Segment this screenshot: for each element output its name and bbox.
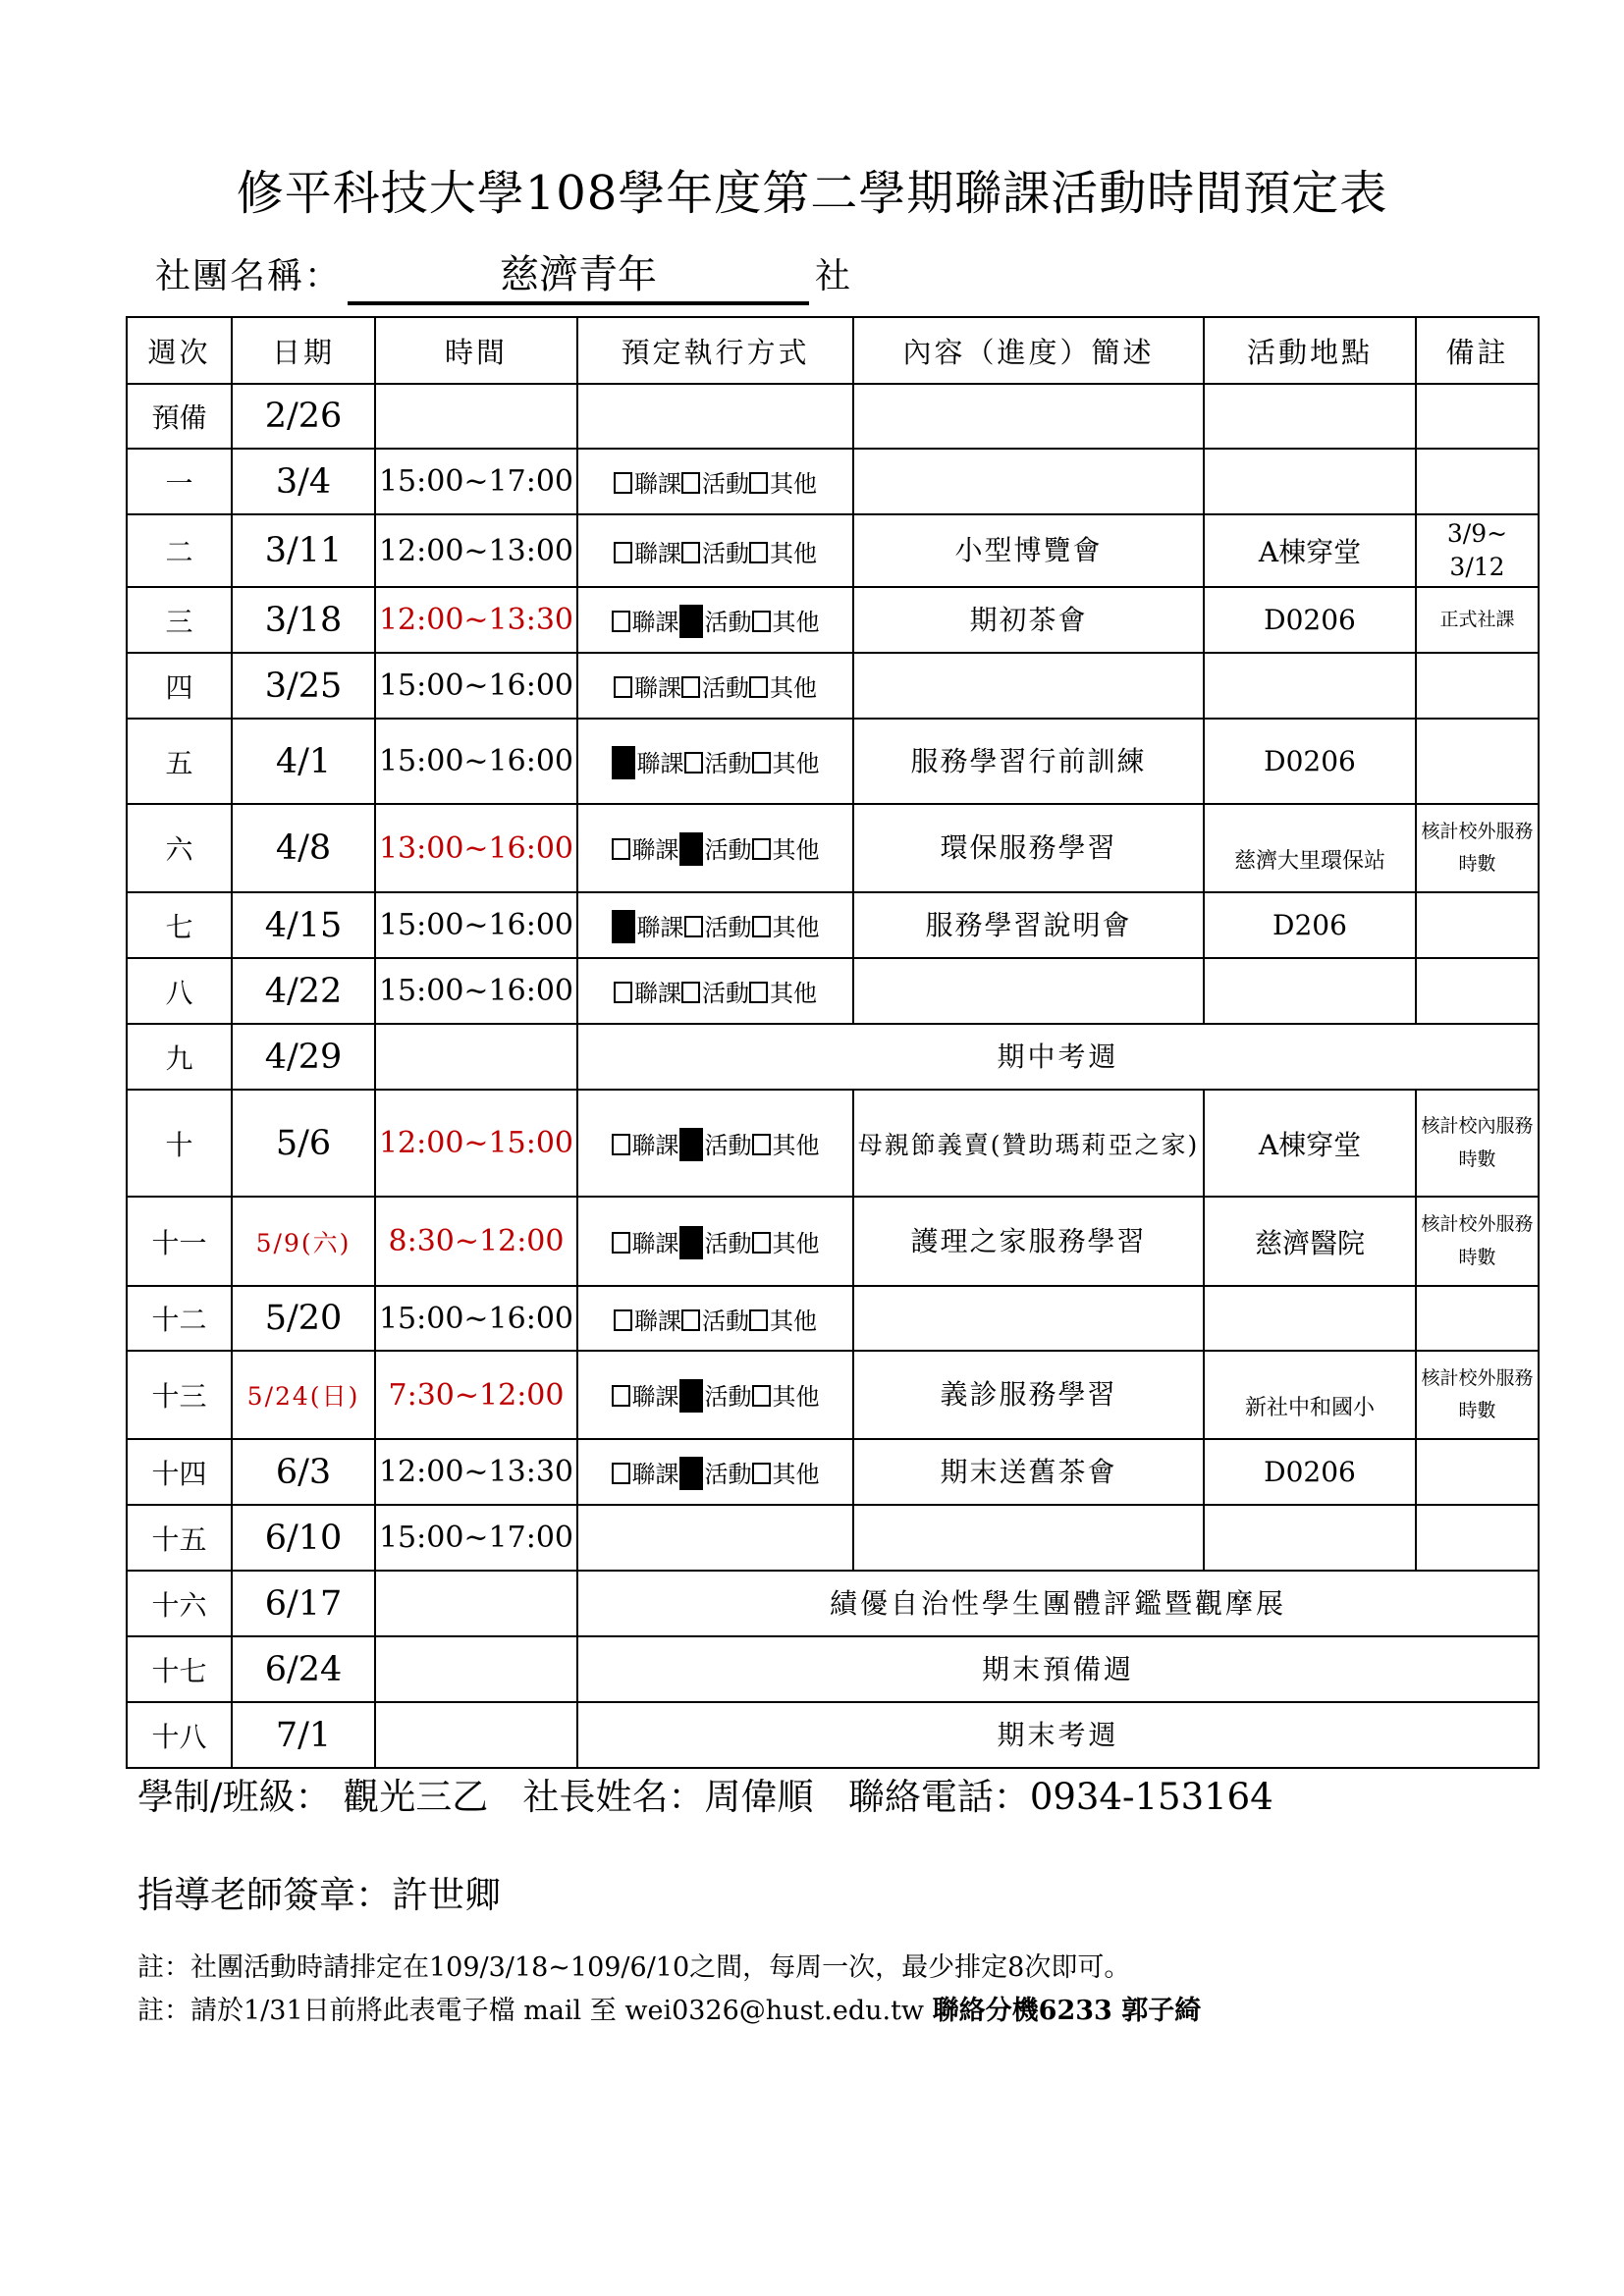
checkbox-icon[interactable]: [614, 676, 632, 698]
note-cell: 3/9~ 3/12: [1416, 514, 1539, 587]
checkbox-icon[interactable]: [749, 982, 768, 1003]
mode-label: 活動: [702, 470, 749, 498]
mode-label: 聯課: [634, 674, 681, 702]
table-row: [127, 449, 1539, 514]
mode-label: 其他: [772, 749, 820, 777]
location-cell: D0206: [1204, 587, 1416, 653]
mode-cell: [577, 892, 853, 958]
location-cell: [1204, 384, 1416, 449]
location-cell: [1204, 1286, 1416, 1351]
date-cell: 5/20: [232, 1286, 375, 1351]
date-cell: 6/17: [232, 1571, 375, 1636]
checked-checkbox-icon[interactable]: [612, 746, 635, 779]
location-cell: 慈濟大里環保站: [1204, 804, 1416, 892]
checked-checkbox-icon[interactable]: [679, 1457, 703, 1490]
week-cell: 二: [127, 514, 232, 587]
location-cell: D206: [1204, 892, 1416, 958]
date-cell: 3/25: [232, 653, 375, 719]
mode-label: 其他: [772, 1460, 820, 1488]
header-week: 週次: [127, 317, 232, 384]
mode-label: 活動: [704, 913, 752, 941]
mode-cell: [577, 1197, 853, 1286]
note-cell: [1416, 1439, 1539, 1505]
checked-checkbox-icon[interactable]: [679, 1379, 703, 1413]
content-cell: 期末送舊茶會: [853, 1439, 1204, 1505]
mode-label: 聯課: [634, 1307, 681, 1335]
date-cell: 3/4: [232, 449, 375, 514]
table-row: [127, 719, 1539, 804]
time-cell: [375, 1702, 577, 1768]
header-location: 活動地點: [1204, 317, 1416, 384]
content-cell: 期初茶會: [853, 587, 1204, 653]
week-cell: 十八: [127, 1702, 232, 1768]
table-row: [127, 1024, 1539, 1090]
note-cell: [1416, 384, 1539, 449]
mode-cell: [577, 719, 853, 804]
note-cell: [1416, 653, 1539, 719]
checkbox-icon[interactable]: [612, 838, 630, 860]
week-cell: 八: [127, 958, 232, 1024]
mode-cell: [577, 587, 853, 653]
location-cell: [1204, 958, 1416, 1024]
advisor-label: 指導老師簽章：: [137, 1874, 392, 1916]
checkbox-icon[interactable]: [612, 611, 630, 632]
mode-label: 其他: [770, 539, 817, 567]
table-row: [127, 1351, 1539, 1439]
mode-label: 聯課: [631, 1460, 679, 1488]
mode-label: 聯課: [634, 980, 681, 1007]
phone-label: 聯絡電話：: [847, 1776, 1030, 1818]
header-mode: 預定執行方式: [577, 317, 853, 384]
mode-cell: [577, 1090, 853, 1197]
mode-cell: [577, 653, 853, 719]
note-cell: [1416, 892, 1539, 958]
time-cell: 12:00~15:00: [375, 1090, 577, 1197]
checkbox-icon[interactable]: [749, 542, 768, 563]
time-cell: 15:00~16:00: [375, 1286, 577, 1351]
header-note: 備註: [1416, 317, 1539, 384]
mode-cell: [577, 1351, 853, 1439]
mode-label: 聯課: [634, 539, 681, 567]
checkbox-icon[interactable]: [749, 676, 768, 698]
mode-label: 聯課: [631, 1131, 679, 1159]
date-cell: 4/8: [232, 804, 375, 892]
time-cell: 15:00~16:00: [375, 653, 577, 719]
note-cell: 核計校外服務時數: [1416, 1197, 1539, 1286]
class-value: 觀光三乙: [343, 1776, 489, 1818]
mode-label: 活動: [702, 539, 749, 567]
mode-cell: [577, 1286, 853, 1351]
checkbox-icon[interactable]: [752, 1385, 771, 1407]
location-cell: [1204, 449, 1416, 514]
mode-label: 其他: [770, 980, 817, 1007]
week-cell: 三: [127, 587, 232, 653]
time-cell: 12:00~13:00: [375, 514, 577, 587]
week-cell: 十五: [127, 1505, 232, 1571]
checkbox-icon[interactable]: [614, 982, 632, 1003]
location-cell: 新社中和國小: [1204, 1351, 1416, 1439]
date-cell: 6/3: [232, 1439, 375, 1505]
table-row: [127, 804, 1539, 892]
table-row: [127, 1439, 1539, 1505]
content-cell: 小型博覽會: [853, 514, 1204, 587]
schedule-table: [126, 316, 1540, 1769]
checkbox-icon[interactable]: [684, 752, 703, 774]
checkbox-icon[interactable]: [612, 1463, 630, 1484]
mode-label: 其他: [772, 1131, 820, 1159]
table-header-row: [127, 317, 1539, 384]
club-name-suffix: 社: [815, 256, 851, 296]
checkbox-icon[interactable]: [681, 472, 700, 494]
time-cell: 15:00~16:00: [375, 958, 577, 1024]
content-cell: 義診服務學習: [853, 1351, 1204, 1439]
table-row: [127, 384, 1539, 449]
note-cell: 核計校外服務時數: [1416, 1351, 1539, 1439]
phone-value: 0934-153164: [1029, 1776, 1273, 1818]
location-cell: 慈濟醫院: [1204, 1197, 1416, 1286]
mode-label: 活動: [702, 1307, 749, 1335]
date-cell: 6/10: [232, 1505, 375, 1571]
mode-cell: [577, 804, 853, 892]
week-cell: 四: [127, 653, 232, 719]
checked-checkbox-icon[interactable]: [679, 832, 703, 866]
time-cell: 13:00~16:00: [375, 804, 577, 892]
mode-label: 活動: [704, 749, 752, 777]
time-cell: [375, 1636, 577, 1702]
note-cell: 核計校內服務時數: [1416, 1090, 1539, 1197]
week-cell: 十六: [127, 1571, 232, 1636]
week-cell: 七: [127, 892, 232, 958]
date-cell: 4/22: [232, 958, 375, 1024]
mode-label: 其他: [772, 1229, 820, 1257]
content-cell: [853, 1505, 1204, 1571]
time-cell: 15:00~16:00: [375, 892, 577, 958]
note-2-text: 註：請於1/31日前將此表電子檔 mail 至 wei0326@hust.edu.tw: [137, 1996, 925, 2026]
date-cell: 3/11: [232, 514, 375, 587]
date-cell: 7/1: [232, 1702, 375, 1768]
club-name-line: [155, 243, 850, 302]
checked-checkbox-icon[interactable]: [679, 1128, 703, 1161]
time-cell: 8:30~12:00: [375, 1197, 577, 1286]
checkbox-icon[interactable]: [614, 542, 632, 563]
checkbox-icon[interactable]: [681, 542, 700, 563]
note-cell: [1416, 449, 1539, 514]
checkbox-icon[interactable]: [681, 1309, 700, 1331]
time-cell: 12:00~13:30: [375, 587, 577, 653]
table-row: [127, 1702, 1539, 1768]
time-cell: 12:00~13:30: [375, 1439, 577, 1505]
mode-label: 其他: [772, 913, 820, 941]
mode-label: 活動: [704, 608, 752, 636]
note-2-contact: 聯絡分機6233 郭子綺: [932, 1996, 1202, 2026]
week-cell: 九: [127, 1024, 232, 1090]
mode-label: 活動: [702, 980, 749, 1007]
header-date: 日期: [232, 317, 375, 384]
mode-label: 活動: [704, 1460, 752, 1488]
content-cell: [853, 1286, 1204, 1351]
week-cell: 十二: [127, 1286, 232, 1351]
mode-label: 聯課: [636, 913, 684, 941]
club-name-label: 社團名稱：: [155, 256, 343, 296]
location-cell: [1204, 1505, 1416, 1571]
header-time: 時間: [375, 317, 577, 384]
note-cell: [1416, 1505, 1539, 1571]
mode-label: 其他: [770, 470, 817, 498]
mode-label: 其他: [772, 1383, 820, 1411]
mode-cell: [577, 1505, 853, 1571]
week-cell: 十一: [127, 1197, 232, 1286]
mode-cell: [577, 514, 853, 587]
span-cell: 期中考週: [577, 1024, 1539, 1090]
header-content: 內容（進度）簡述: [853, 317, 1204, 384]
table-row: [127, 1197, 1539, 1286]
mode-label: 聯課: [636, 749, 684, 777]
week-cell: 六: [127, 804, 232, 892]
mode-label: 聯課: [631, 836, 679, 864]
checkbox-icon[interactable]: [614, 1309, 632, 1331]
week-cell: 十四: [127, 1439, 232, 1505]
table-row: [127, 892, 1539, 958]
schedule-body: [127, 384, 1539, 1768]
location-cell: [1204, 653, 1416, 719]
location-cell: D0206: [1204, 1439, 1416, 1505]
span-cell: 期末考週: [577, 1702, 1539, 1768]
mode-label: 聯課: [631, 608, 679, 636]
date-cell: 5/24(日): [232, 1351, 375, 1439]
checkbox-icon[interactable]: [612, 1134, 630, 1155]
checkbox-icon[interactable]: [612, 1385, 630, 1407]
mode-label: 其他: [772, 836, 820, 864]
advisor-value: 許世卿: [392, 1874, 501, 1916]
note-cell: [1416, 1286, 1539, 1351]
time-cell: 15:00~17:00: [375, 1505, 577, 1571]
note-cell: [1416, 719, 1539, 804]
content-cell: 環保服務學習: [853, 804, 1204, 892]
mode-cell: [577, 449, 853, 514]
table-row: [127, 1636, 1539, 1702]
time-cell: 7:30~12:00: [375, 1351, 577, 1439]
content-cell: 服務學習行前訓練: [853, 719, 1204, 804]
mode-cell: [577, 1439, 853, 1505]
time-cell: 15:00~16:00: [375, 719, 577, 804]
span-cell: 期末預備週: [577, 1636, 1539, 1702]
checkbox-icon[interactable]: [749, 1309, 768, 1331]
footer-info-line: [137, 1767, 1273, 1820]
content-cell: [853, 384, 1204, 449]
week-cell: 預備: [127, 384, 232, 449]
class-label: 學制/班級：: [137, 1776, 332, 1818]
note-cell: 核計校外服務時數: [1416, 804, 1539, 892]
president-value: 周偉順: [704, 1776, 814, 1818]
checkbox-icon[interactable]: [752, 1463, 771, 1484]
checkbox-icon[interactable]: [614, 472, 632, 494]
note-1: 註：社團活動時請排定在109/3/18~109/6/10之間，每周一次，最少排定8次即可。: [137, 1952, 1131, 1983]
mode-label: 活動: [704, 1383, 752, 1411]
mode-label: 活動: [704, 1131, 752, 1159]
table-row: [127, 587, 1539, 653]
table-row: [127, 1090, 1539, 1197]
week-cell: 十三: [127, 1351, 232, 1439]
document-title: 修平科技大學108學年度第二學期聯課活動時間預定表: [236, 166, 1388, 221]
checkbox-icon[interactable]: [612, 1232, 630, 1254]
date-cell: 2/26: [232, 384, 375, 449]
mode-label: 活動: [702, 674, 749, 702]
checkbox-icon[interactable]: [752, 838, 771, 860]
note-cell: 正式社課: [1416, 587, 1539, 653]
checkbox-icon[interactable]: [681, 676, 700, 698]
checked-checkbox-icon[interactable]: [612, 910, 635, 943]
date-cell: 4/15: [232, 892, 375, 958]
checkbox-icon[interactable]: [749, 472, 768, 494]
week-cell: 五: [127, 719, 232, 804]
president-label: 社長姓名：: [522, 1776, 705, 1818]
note-2: [137, 1989, 1201, 2027]
mode-cell: [577, 958, 853, 1024]
table-row: [127, 653, 1539, 719]
mode-label: 其他: [770, 674, 817, 702]
date-cell: 5/9(六): [232, 1197, 375, 1286]
time-cell: [375, 1571, 577, 1636]
mode-label: 聯課: [634, 470, 681, 498]
mode-label: 聯課: [631, 1383, 679, 1411]
time-cell: 15:00~17:00: [375, 449, 577, 514]
content-cell: 護理之家服務學習: [853, 1197, 1204, 1286]
location-cell: A棟穿堂: [1204, 1090, 1416, 1197]
date-cell: 3/18: [232, 587, 375, 653]
location-cell: D0206: [1204, 719, 1416, 804]
table-row: [127, 1505, 1539, 1571]
content-cell: 服務學習說明會: [853, 892, 1204, 958]
club-name-value: 慈濟青年: [348, 243, 809, 305]
mode-label: 其他: [772, 608, 820, 636]
mode-label: 活動: [704, 836, 752, 864]
content-cell: [853, 653, 1204, 719]
checkbox-icon[interactable]: [752, 611, 771, 632]
week-cell: 十七: [127, 1636, 232, 1702]
time-cell: [375, 384, 577, 449]
checkbox-icon[interactable]: [684, 916, 703, 937]
time-cell: [375, 1024, 577, 1090]
mode-label: 聯課: [631, 1229, 679, 1257]
content-cell: [853, 958, 1204, 1024]
advisor-line: [137, 1865, 501, 1918]
date-cell: 4/1: [232, 719, 375, 804]
span-cell: 績優自治性學生團體評鑑暨觀摩展: [577, 1571, 1539, 1636]
location-cell: A棟穿堂: [1204, 514, 1416, 587]
checkbox-icon[interactable]: [752, 1134, 771, 1155]
checked-checkbox-icon[interactable]: [679, 1226, 703, 1259]
mode-label: 活動: [704, 1229, 752, 1257]
week-cell: 十: [127, 1090, 232, 1197]
mode-label: 其他: [770, 1307, 817, 1335]
checkbox-icon[interactable]: [752, 752, 771, 774]
table-row: [127, 514, 1539, 587]
week-cell: 一: [127, 449, 232, 514]
checkbox-icon[interactable]: [752, 1232, 771, 1254]
content-cell: 母親節義賣(贊助瑪莉亞之家): [853, 1090, 1204, 1197]
table-row: [127, 958, 1539, 1024]
content-cell: [853, 449, 1204, 514]
date-cell: 4/29: [232, 1024, 375, 1090]
table-row: [127, 1571, 1539, 1636]
checked-checkbox-icon[interactable]: [679, 605, 703, 638]
date-cell: 6/24: [232, 1636, 375, 1702]
table-row: [127, 1286, 1539, 1351]
mode-cell: [577, 384, 853, 449]
checkbox-icon[interactable]: [681, 982, 700, 1003]
checkbox-icon[interactable]: [752, 916, 771, 937]
date-cell: 5/6: [232, 1090, 375, 1197]
note-cell: [1416, 958, 1539, 1024]
